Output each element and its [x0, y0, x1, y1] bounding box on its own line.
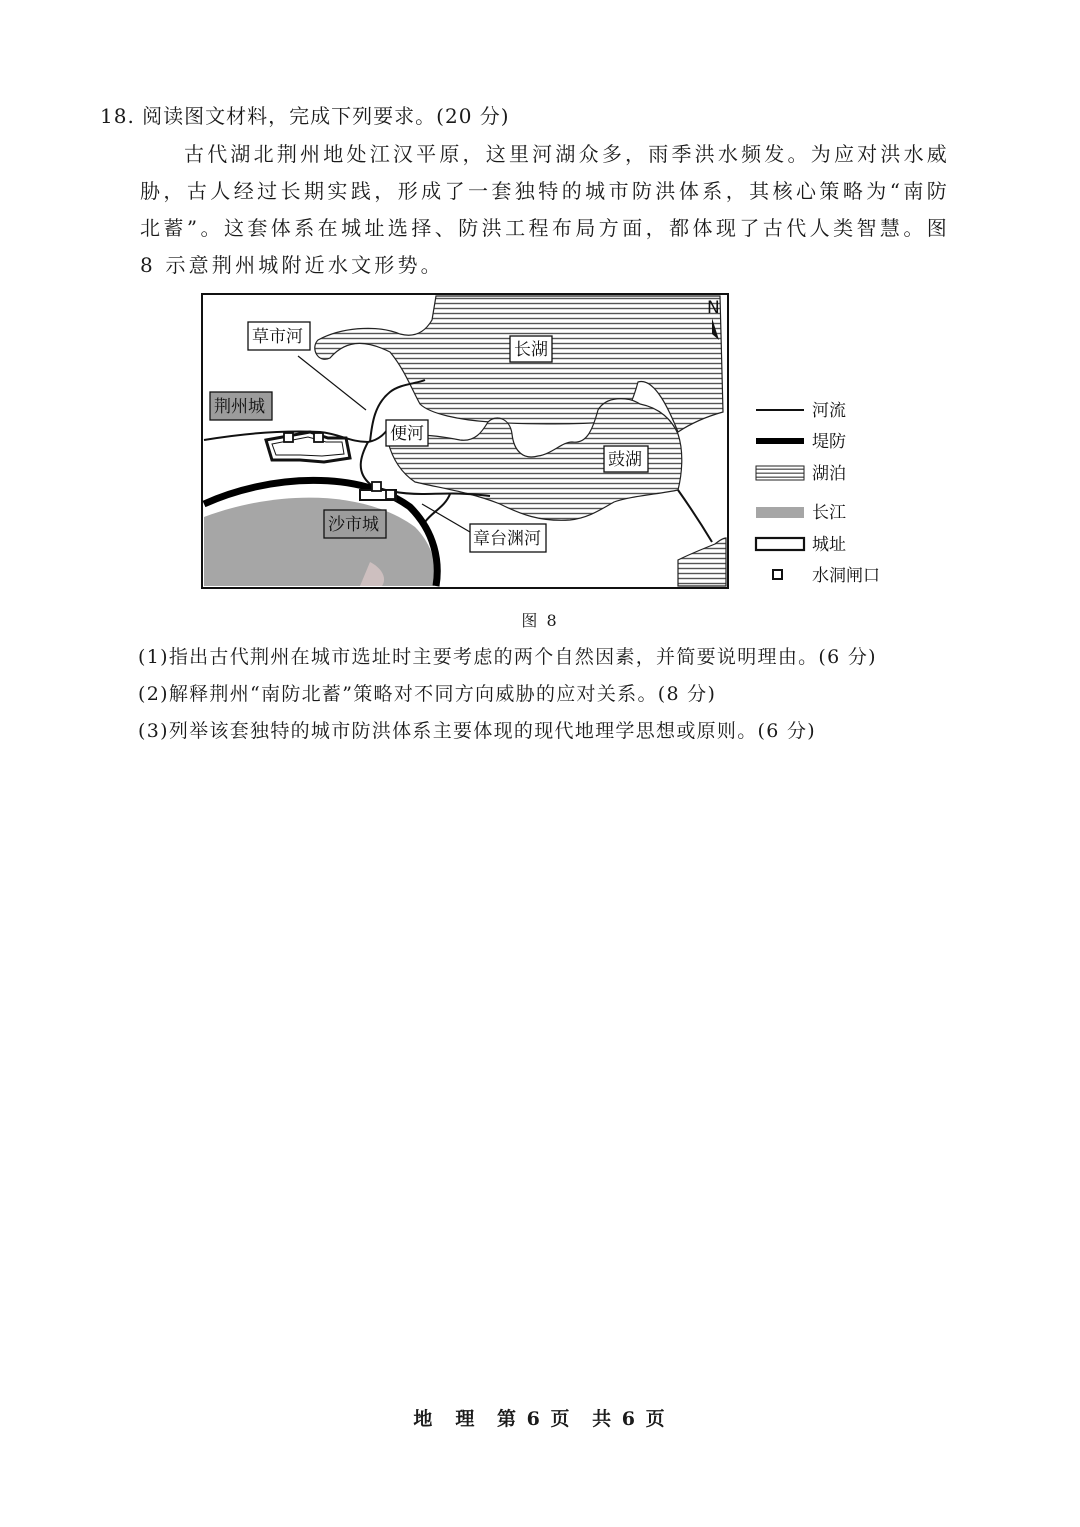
footer-subject: 地 理: [413, 1408, 477, 1430]
label-jingzhou-city: 荆州城: [214, 397, 265, 417]
subquestion-1: (1)指出古代荆州在城市选址时主要考虑的两个自然因素，并简要说明理由。(6 分): [138, 646, 877, 668]
map-legend: [756, 401, 880, 586]
label-caoshi-river: 草市河: [252, 327, 303, 347]
label-bian-river: 便河: [390, 424, 424, 444]
label-chang-lake: 长湖: [514, 340, 548, 360]
legend-river: 河流: [812, 401, 846, 421]
question-header: 18. 阅读图文材料，完成下列要求。(20 分): [100, 104, 510, 128]
sluice-gate: [314, 433, 323, 442]
label-shashi-city: 沙市城: [328, 515, 379, 535]
label-gu-lake: 豉湖: [608, 450, 642, 470]
sluice-gate: [372, 482, 381, 491]
legend-levee: 堤防: [812, 432, 846, 452]
question-passage: 古代湖北荆州地处江汉平原，这里河湖众多，雨季洪水频发。为应对洪水威胁，古人经过长期实践，形成了一套独特的城市防洪体系，其核心策略为“南防北蓄”。这套体系在城址选择、防洪工程布局方面，都体现了古代人类智慧。图 8 示意荆州城附近水文形势。: [140, 142, 950, 277]
legend-city-site: 城址: [812, 535, 846, 555]
legend-yangtze: 长江: [812, 503, 846, 523]
footer-total: 共 6 页: [592, 1408, 667, 1430]
north-label: N: [707, 298, 720, 318]
footer-page: 第 6 页: [497, 1408, 572, 1430]
legend-lake: 湖泊: [812, 464, 846, 484]
subquestion-2: (2)解释荆州“南防北蓄”策略对不同方向威胁的应对关系。(8 分): [138, 683, 717, 705]
figure-caption: 图 8: [521, 611, 559, 630]
page-footer: [0, 1404, 1080, 1431]
sluice-gate: [386, 490, 395, 499]
subquestion-3: (3)列举该套独特的城市防洪体系主要体现的现代地理学思想或原则。(6 分): [138, 720, 816, 742]
hydrology-map: [200, 292, 900, 592]
sluice-gate: [284, 433, 293, 442]
legend-sluice: 水洞闸口: [812, 566, 880, 586]
label-zhangtai-river: 章台渊河: [473, 529, 541, 549]
